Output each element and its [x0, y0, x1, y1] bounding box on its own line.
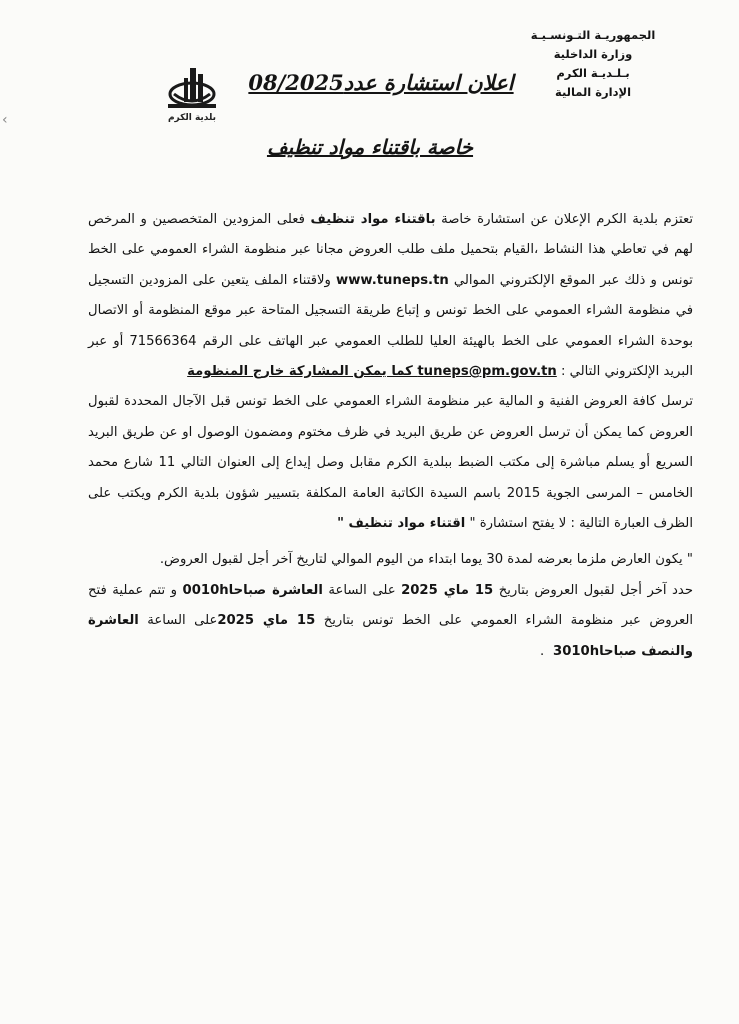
deadline-time-words: العاشرة صباحا [228, 582, 323, 598]
intro-text-2: فعلى المزودين المتخصصين و المرخص لهم في تعاطي هذا النشاط ،القيام بتحميل ملف طلب العروض مجانا عبر منظومة الشراء العمومي على الخط تونس و ذلك عبر الموقع الإلكتروني الموالي [88, 212, 693, 288]
intro-text-4: أو عبر البريد الإلكتروني التالي : [88, 333, 693, 380]
deadline-time: 0010h [182, 582, 229, 598]
letterhead-line-ministry: وزارة الداخلية [553, 47, 633, 61]
helpdesk-phone: 71566364 [129, 333, 197, 349]
closing-period: . [540, 643, 549, 659]
deadline-text-2: على الساعة [322, 582, 402, 598]
logo-caption: بلدية الكرم [167, 113, 217, 123]
scan-mark: ‹ [2, 112, 8, 128]
announcement-subtitle: خاصة باقتناء مواد تنظيف [266, 135, 474, 159]
intro-text-3: ولاقتناء الملف يتعين على المزودين التسجيل في منظومة الشراء العمومي على الخط تونس و إتباع طريقة التسجيل المتاحة عبر موقع المنظومة أو الاتصال بوحدة الشراء العمومي على الخط بالهيئة العليا للطلب العمومي عبر الهاتف على الرقم [88, 272, 693, 349]
opening-time-words: العاشرة والنصف صباحا [88, 613, 693, 659]
logo-emblem-icon [160, 64, 224, 114]
opening-date: 15 ماي 2025 [217, 613, 316, 629]
intro-text-1: تعتزم بلدية الكرم الإعلان عن استشارة خاصة [435, 212, 694, 227]
deadline-text-1: حدد آخر أجل لقبول العروض بتاريخ [493, 582, 693, 598]
helpdesk-email-link[interactable]: tuneps@pm.gov.tn [417, 364, 557, 380]
tuneps-website-link[interactable]: www.tuneps.tn [336, 272, 449, 288]
submission-text: ترسل كافة العروض الفنية و المالية عبر منظومة الشراء العمومي على الخط تونس قبل الآجال المحددة لقبول العروض كما يمكن أن ترسل العروض عن طريق البريد في ظرف مختوم ومضمون الوصول او عن طريق البريد السريع أو يسلم مباشرة إلى مكتب الضبط ببلدية الكرم مقابل وصل إيداع إلى العنوان التالي 11 شارع محمد الخامس – المرسى الجوية 2015 باسم السيدة الكاتبة العامة المكلفة بتسيير شؤون بلدية الكرم ويكتب على الظرف العبارة التالية : لا يفتح استشارة " [88, 394, 694, 532]
deadline-date: 15 ماي 2025 [401, 582, 494, 598]
paragraph-submission [88, 387, 693, 539]
paragraph-validity: " يكون العارض ملزما بعرضه لمدة 30 يوما ابتداء من اليوم الموالي لتاريخ آخر أجل لقبول العروض. [159, 552, 693, 568]
paragraph-intro [88, 205, 693, 387]
opening-text: على الساعة [138, 613, 218, 629]
letterhead-line-republic: الجمهوريـة التـونسـيـة [530, 28, 656, 42]
announcement-body [88, 205, 693, 667]
opening-time: 3010h [548, 643, 600, 659]
paragraph-deadline [88, 576, 693, 667]
letterhead-line-municipality: بـلـديـة الكرم [556, 66, 630, 80]
envelope-label-close: " [337, 516, 349, 532]
intro-subject-bold: باقتناء مواد تنظيف [310, 212, 436, 227]
deadline-text-3: و تتم عملية فتح العروض عبر منظومة الشراء العمومي على الخط تونس بتاريخ [88, 582, 693, 629]
envelope-label-bold: اقتناء مواد تنظيف [348, 516, 466, 532]
intro-offline-note: كما يمكن المشاركة خارج المنظومة [187, 364, 418, 380]
announcement-title: اعلان استشارة عدد08/2025 [248, 70, 514, 95]
letterhead-line-department: الإدارة المالية [554, 85, 632, 99]
